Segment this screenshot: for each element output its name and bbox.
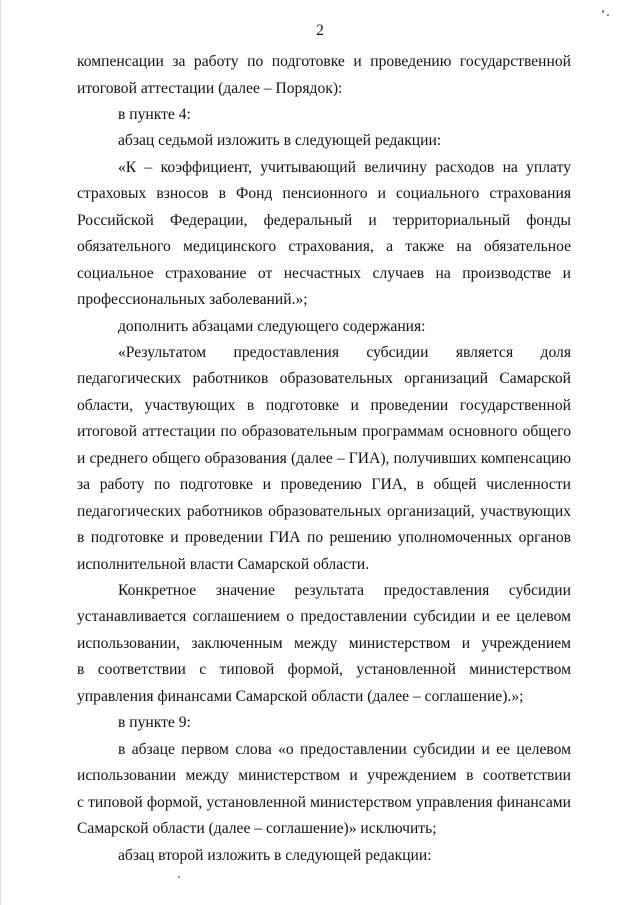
- text-line: в подготовке и проведении ГИА по решению уполномоченных органов: [77, 529, 571, 547]
- text-line: в соответствии с типовой формой, установленной министерством: [77, 661, 571, 679]
- text-line: Самарской области (далее – соглашение)» исключить;: [77, 820, 437, 837]
- page-number: 2: [316, 22, 324, 39]
- text-line: страховых взносов в Фонд пенсионного и социального страхования: [77, 185, 571, 203]
- scan-mark: [0, 0, 1, 905]
- text-line: области, участвующих в подготовке и проведении государственной: [77, 396, 571, 414]
- text-line: за работу по подготовке и проведению ГИА, в общей численности: [77, 476, 571, 494]
- text-line: исполнительной власти Самарской области.: [77, 555, 370, 573]
- scan-mark: [602, 10, 604, 13]
- text-line: абзац седьмой изложить в следующей редакции:: [118, 132, 442, 150]
- scan-mark: [607, 14, 609, 16]
- text-line: «Результатом предоставления субсидии является доля: [118, 343, 571, 361]
- text-line: социальное страхование от несчастных случаев на производстве и: [77, 264, 571, 282]
- text-line: итоговой аттестации по образовательным программам основного общего: [77, 423, 571, 441]
- text-line: абзац второй изложить в следующей редакции:: [118, 846, 432, 864]
- text-line: и среднего общего образования (далее – ГИА), получивших компенсацию: [77, 449, 571, 467]
- text-line: обязательного медицинского страхования, а также на обязательное: [77, 238, 571, 256]
- text-line: в пункте 9:: [118, 714, 191, 732]
- text-line: дополнить абзацами следующего содержания:: [118, 317, 426, 335]
- text-line: профессиональных заболеваний.»;: [77, 291, 308, 308]
- text-line: устанавливается соглашением о предоставлении субсидии и ее целевом: [77, 608, 571, 626]
- text-line: компенсации за работу по подготовке и проведению государственной: [77, 53, 571, 70]
- text-line: педагогических работников образовательных организаций Самарской: [77, 370, 571, 388]
- text-line: итоговой аттестации (далее – Порядок):: [77, 79, 343, 97]
- text-line: «К – коэффициент, учитывающий величину расходов на уплату: [118, 158, 571, 176]
- text-line: управления финансами Самарской области (далее – соглашение).»;: [77, 687, 524, 705]
- scan-mark: [178, 876, 180, 878]
- text-line: Конкретное значение результата предоставления субсидии: [118, 582, 571, 599]
- text-line: Российской Федерации, федеральный и территориальный фонды: [77, 211, 571, 229]
- text-line: с типовой формой, установленной министерством управления финансами: [77, 793, 571, 811]
- text-line: использовании между министерством и учреждением в соответствии: [77, 767, 571, 785]
- text-line: педагогических работников образовательных организаций, участвующих: [77, 502, 571, 520]
- text-line: в абзаце первом слова «о предоставлении субсидии и ее целевом: [118, 740, 571, 758]
- text-line: использовании, заключенным между министерством и учреждением: [77, 634, 571, 652]
- text-line: в пункте 4:: [118, 105, 191, 123]
